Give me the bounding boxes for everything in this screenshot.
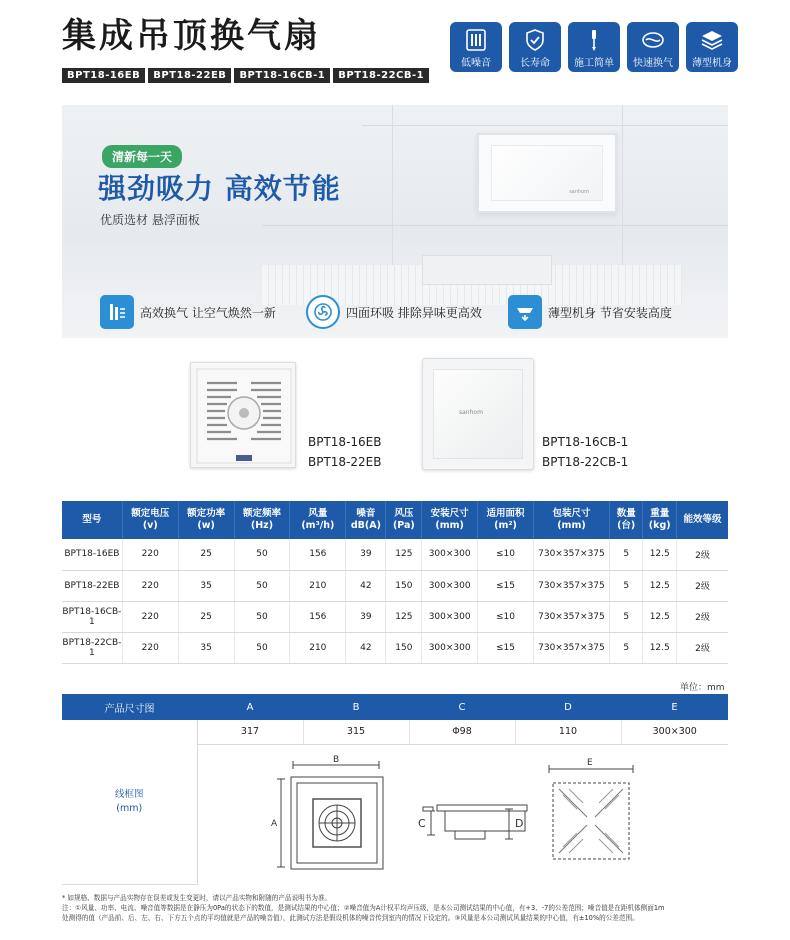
product-labels-eb (308, 432, 381, 472)
ceiling-grid-line (262, 225, 728, 226)
header-unit: dB(A) (350, 520, 381, 531)
spec-header (290, 501, 346, 539)
unit-note: 单位：mm (680, 683, 725, 693)
table-cell: 220 (122, 570, 178, 601)
header-unit: (m²) (494, 520, 517, 531)
dim-value: 317 (197, 720, 303, 744)
table-cell: 2级 (676, 601, 728, 632)
table-cell: 730×357×375 (533, 601, 609, 632)
table-row (62, 539, 728, 570)
spec-header-row (62, 501, 728, 539)
model-tag: BPT18-16CB-1 (234, 68, 330, 83)
table-cell: 39 (346, 601, 386, 632)
footnote-line: * 如规格、数据与产品实物存在误差或发生变更时，请以产品实物和附随的产品说明书为准。 (62, 894, 332, 902)
table-cell: 35 (178, 632, 234, 663)
model-label: BPT18-22CB-1 (542, 455, 629, 469)
table-cell: 5 (609, 570, 643, 601)
table-cell: 220 (122, 632, 178, 663)
drawing-label-a: A (271, 819, 278, 829)
spec-header (178, 501, 234, 539)
header-text: 重量 (650, 508, 670, 519)
feature-slim-body (686, 22, 738, 72)
table-cell: ≤10 (478, 539, 534, 570)
model-tag: BPT18-22EB (148, 68, 231, 83)
header-text: 包装尺寸 (552, 508, 591, 519)
table-cell: 730×357×375 (533, 632, 609, 663)
hero-headline: 强劲吸力 高效节能 (98, 172, 341, 205)
spec-header (346, 501, 386, 539)
table-cell: 300×300 (422, 570, 478, 601)
layers-icon (699, 28, 725, 52)
wireframe-title: 线框图 (114, 788, 144, 800)
table-cell: 5 (609, 601, 643, 632)
ceiling-grid-line (392, 105, 393, 265)
spec-header (478, 501, 534, 539)
footnote-line: 注：①风量、功率、电流、噪音值等数据是在静压为0Pa的状态下的数值，是测试结果的中心值；②噪音值为A计权平均声压级，是本公司测试结果的中心值，有+3、-7的公差范围；噪音值是在距机体侧面1m (62, 904, 665, 912)
feature-label: 长寿命 (520, 58, 550, 69)
table-cell: 150 (386, 632, 422, 663)
footnotes (62, 893, 732, 923)
drawing-label-b: B (333, 755, 340, 765)
table-cell: BPT18-16EB (62, 539, 122, 570)
dim-value: Φ98 (409, 720, 515, 744)
hero-feature-label: 四面环吸 排除异味更高效 (346, 305, 482, 320)
dim-value: 110 (515, 720, 621, 744)
airflow-icon (640, 28, 666, 52)
header-text: 额定电压 (131, 508, 170, 519)
product-image-cb (422, 358, 534, 470)
header-text: 数量 (616, 508, 636, 519)
hero-badge: 清新每一天 (102, 145, 182, 168)
table-cell: 50 (234, 570, 290, 601)
model-tag: BPT18-16EB (62, 68, 145, 83)
screwdriver-icon (581, 28, 607, 52)
header-unit: (Pa) (392, 520, 415, 531)
table-cell: 125 (386, 539, 422, 570)
table-cell: 42 (346, 632, 386, 663)
header-unit: (kg) (648, 520, 671, 531)
table-row (62, 632, 728, 663)
feature-long-life (509, 22, 561, 72)
dim-header: D (515, 694, 621, 720)
table-cell: 210 (290, 570, 346, 601)
spec-header (62, 501, 122, 539)
hero-feature (508, 295, 672, 329)
header-unit: (mm) (557, 520, 586, 531)
table-cell: 150 (386, 570, 422, 601)
dim-value-row (62, 720, 728, 744)
table-cell: 50 (234, 601, 290, 632)
dim-value: 315 (303, 720, 409, 744)
spec-header (676, 501, 728, 539)
table-cell: ≤10 (478, 601, 534, 632)
table-cell: 220 (122, 601, 178, 632)
footnote-line: 处测得的值（产品前、后、左、右、下方五个点的平均值就是产品的噪音值），此测试方法是假设机体的噪音传到室内的情况下设定的。③风量是本公司测试风量结果的中心值，有±10%的公差范围。 (62, 914, 639, 922)
table-row (62, 601, 728, 632)
table-cell: 210 (290, 632, 346, 663)
table-cell: 12.5 (643, 539, 677, 570)
spec-body (62, 539, 728, 663)
spec-header (533, 501, 609, 539)
table-cell: 220 (122, 539, 178, 570)
table-cell: ≤15 (478, 570, 534, 601)
wireframe-label (62, 720, 197, 884)
table-cell: 5 (609, 632, 643, 663)
table-cell: 12.5 (643, 632, 677, 663)
table-cell: 730×357×375 (533, 570, 609, 601)
table-cell: ≤15 (478, 632, 534, 663)
hero-feature-label: 高效换气 让空气焕然一新 (140, 305, 276, 320)
product-labels-cb (542, 432, 628, 472)
feature-label: 低噪音 (461, 58, 491, 69)
grille-fan-drawing (191, 363, 297, 469)
table-cell: BPT18-22EB (62, 570, 122, 601)
hero-subline: 优质选材 悬浮面板 (100, 213, 200, 227)
low-noise-icon (463, 28, 489, 52)
feature-label: 施工简单 (574, 58, 614, 69)
panel-brand: sanhom (459, 409, 483, 416)
table-cell: 300×300 (422, 539, 478, 570)
table-cell: 50 (234, 632, 290, 663)
table-cell: 35 (178, 570, 234, 601)
ceiling-box (422, 255, 552, 285)
feature-easy-install (568, 22, 620, 72)
table-cell: 25 (178, 601, 234, 632)
dim-header: C (409, 694, 515, 720)
header-unit: (台) (617, 520, 636, 531)
table-cell: 2级 (676, 632, 728, 663)
table-cell: BPT18-16CB-1 (62, 601, 122, 632)
header-text: 安装尺寸 (430, 508, 469, 519)
header-unit: (Hz) (250, 520, 274, 531)
header-unit: (mm) (435, 520, 464, 531)
spec-header (609, 501, 643, 539)
dim-header: E (621, 694, 728, 720)
header-unit: (w) (197, 520, 215, 531)
wireframe-unit: (mm) (116, 802, 143, 814)
spec-header (422, 501, 478, 539)
header-text: 额定功率 (187, 508, 226, 519)
model-label: BPT18-16EB (308, 435, 382, 449)
ceiling-fan-panel-image (477, 133, 617, 213)
drawing-label-c: C (418, 817, 426, 830)
table-cell: 2级 (676, 570, 728, 601)
drawing-label-d: D (515, 817, 524, 830)
spec-header (122, 501, 178, 539)
header-text: 风压 (394, 508, 414, 519)
header-text: 型号 (82, 514, 102, 525)
dim-header-row (62, 694, 728, 720)
panel-brand: sanhom (569, 189, 589, 195)
model-label: BPT18-16CB-1 (542, 435, 629, 449)
feature-label: 薄型机身 (692, 58, 732, 69)
header-text: 能效等级 (683, 514, 722, 525)
header-text: 适用面积 (486, 508, 525, 519)
table-cell: 156 (290, 539, 346, 570)
table-cell: 5 (609, 539, 643, 570)
product-image-eb (190, 362, 296, 468)
ventilation-icon (100, 295, 134, 329)
model-label: BPT18-22EB (308, 455, 382, 469)
dim-header: 产品尺寸图 (62, 694, 197, 720)
header-unit: (v) (142, 520, 158, 531)
table-cell: 300×300 (422, 632, 478, 663)
ceiling-grid-line (622, 105, 623, 265)
table-cell: 50 (234, 539, 290, 570)
spec-table (62, 501, 728, 664)
table-row (62, 570, 728, 601)
table-cell: 300×300 (422, 601, 478, 632)
table-cell: 42 (346, 570, 386, 601)
table-cell: 125 (386, 601, 422, 632)
feature-label: 快速换气 (633, 58, 673, 69)
shield-check-icon (522, 28, 548, 52)
feature-fast-airflow (627, 22, 679, 72)
wireframe-drawings (197, 743, 728, 883)
table-cell: 25 (178, 539, 234, 570)
model-tag: BPT18-22CB-1 (333, 68, 429, 83)
table-cell: BPT18-22CB-1 (62, 632, 122, 663)
drawing-label-e: E (587, 758, 593, 768)
page-title: 集成吊顶换气扇 (62, 16, 321, 56)
header-text: 风量 (308, 508, 328, 519)
ceiling-grid-line (362, 125, 728, 126)
table-cell: 12.5 (643, 570, 677, 601)
model-tags (62, 68, 429, 83)
fan-swirl-icon (306, 295, 340, 329)
table-cell: 2级 (676, 539, 728, 570)
hero-feature (306, 295, 482, 329)
slim-body-icon (508, 295, 542, 329)
dim-header: A (197, 694, 303, 720)
spec-header (386, 501, 422, 539)
spec-header (234, 501, 290, 539)
header-unit: (m³/h) (301, 520, 335, 531)
table-cell: 12.5 (643, 601, 677, 632)
dim-value: 300×300 (621, 720, 728, 744)
hero-banner (62, 105, 728, 338)
table-cell: 730×357×375 (533, 539, 609, 570)
dim-header: B (303, 694, 409, 720)
header-text: 额定频率 (242, 508, 281, 519)
feature-icons (450, 22, 738, 72)
header-text: 噪音 (356, 508, 376, 519)
table-cell: 156 (290, 601, 346, 632)
hero-feature (100, 295, 276, 329)
feature-low-noise (450, 22, 502, 72)
hero-feature-label: 薄型机身 节省安装高度 (548, 305, 672, 320)
spec-header (643, 501, 677, 539)
table-cell: 39 (346, 539, 386, 570)
